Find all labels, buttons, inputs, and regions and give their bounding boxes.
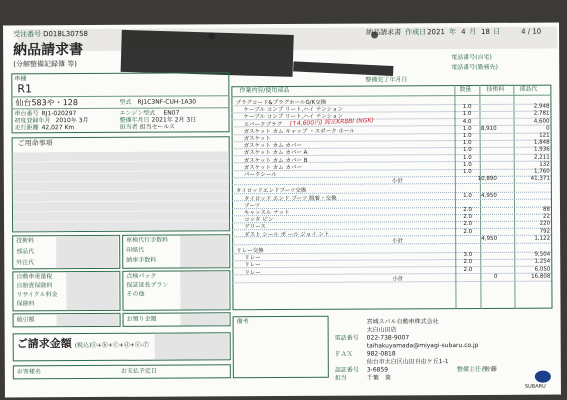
- col-wage-header: 技術料: [486, 85, 505, 93]
- stamp-label: 印紙代: [126, 246, 145, 254]
- cell-n: 小計: [391, 178, 403, 185]
- fax-value: 982-0818: [366, 350, 396, 358]
- address-value: 仙台市太白区山田自由ケ丘1-1: [366, 358, 449, 366]
- cell-w: 10,890: [477, 176, 497, 183]
- page-number: 4 / 10: [521, 27, 542, 36]
- cell-n: ガスケット カム カバー: [243, 164, 303, 171]
- cell-n: ガスケット: [243, 136, 271, 143]
- cell-p: 0: [546, 125, 550, 132]
- cell-n: スパークプラグ: [243, 121, 283, 128]
- created-label: 作成日: [405, 28, 427, 37]
- model-label: 型式: [119, 98, 132, 106]
- parts-fee-label: 部品代: [16, 248, 35, 256]
- right-title: 納品請求書: [366, 28, 402, 37]
- col-parts-header: 部品代: [519, 85, 538, 93]
- email-value: taihakuyamada@miyagi-subaru.co.jp: [366, 341, 479, 350]
- company-staff-value: 千葉 葵: [366, 374, 391, 382]
- pay-fee-label: 納車手数料: [126, 256, 157, 264]
- reg-no-label: 認証番号: [334, 366, 359, 374]
- cell-q: 2.0: [463, 207, 473, 214]
- cell-n: キャッスル ナット: [244, 209, 290, 217]
- cell-q: 2.0: [463, 228, 473, 235]
- company-staff-label: 担当: [334, 374, 347, 382]
- cell-q: 4.0: [462, 118, 472, 125]
- tech-fee-label: 技術料: [16, 237, 35, 245]
- engine-label: エンジン型式: [119, 109, 156, 117]
- discount-label: 値引額: [16, 316, 35, 324]
- doc-subtitle: (分解整備記録簿 等): [13, 60, 77, 69]
- row-rule: [232, 182, 551, 185]
- cell-p: 4,600: [533, 118, 550, 125]
- row-rule: [232, 242, 551, 245]
- cell-p: 6,050: [534, 266, 551, 273]
- doc-title: 納品請求書: [13, 42, 84, 59]
- engine-value: EN07: [163, 109, 180, 117]
- cell-q: 1.0: [463, 169, 472, 176]
- cell-w: 4,950: [481, 235, 498, 242]
- cell-p: 1,122: [534, 235, 551, 242]
- cell-p: 22: [543, 213, 551, 220]
- cell-q: 1.0: [462, 133, 472, 140]
- cell-n: ケーブル コンプ リート,ハイ テンション: [243, 106, 343, 114]
- row-rule: [232, 220, 551, 223]
- created-month: 4: [461, 28, 466, 37]
- row-rule: [232, 266, 551, 269]
- cell-n: リレー交換: [236, 248, 264, 255]
- payment-date-label: お支払予定日: [120, 367, 157, 375]
- chief-value: 佐藤: [484, 365, 497, 373]
- tax-values: [66, 272, 118, 310]
- deposit-value: [181, 313, 229, 325]
- chassis-value: RJ1-020297: [41, 110, 77, 118]
- cell-w: 8,910: [480, 125, 497, 132]
- cell-n: ガスケット カム カバー B: [243, 157, 308, 164]
- weight-tax-label: 自動車重量税: [16, 273, 53, 281]
- maint-date-label: 整備年月日: [119, 116, 150, 124]
- cell-p: 132: [539, 161, 550, 168]
- cell-n: プラグコード&プラグホールG/K交換: [235, 99, 327, 107]
- cell-w: 4,950: [481, 192, 497, 199]
- cell-n: リレー: [244, 262, 261, 269]
- cell-p: 121: [539, 132, 550, 139]
- cell-n: ガスケット カム キャップ ・スポーク ホール: [243, 128, 355, 135]
- cell-q: 2.0: [463, 266, 473, 273]
- cell-q: 1.0: [463, 192, 472, 199]
- total-value: [155, 333, 229, 359]
- cell-p: 41,371: [530, 175, 550, 182]
- other-label: その他: [126, 290, 145, 298]
- col-qty-header: 数量: [459, 86, 472, 94]
- order-no: D018L30758: [43, 30, 89, 39]
- month-unit: 月: [469, 27, 477, 37]
- cell-q: 2.0: [463, 214, 473, 221]
- insurance-label: 保険料: [16, 300, 35, 308]
- company-branch: 太白山田店: [366, 326, 397, 334]
- day-unit: 日: [493, 27, 501, 36]
- cell-q: 1.0: [462, 147, 472, 154]
- fees-values-left: [56, 236, 118, 268]
- cell-p: 1,254: [534, 258, 551, 266]
- first-reg-label: 初度登録年月: [14, 117, 51, 125]
- total-tax-note: (税込): [74, 341, 92, 350]
- plate-number: 仙台583や・128: [15, 98, 79, 108]
- cell-p: 88: [542, 206, 551, 213]
- sublet-fee-label: 外注代: [16, 259, 35, 267]
- notes-lines: [13, 151, 229, 231]
- cell-p: 1,936: [533, 146, 550, 154]
- model-value: RJ1C3NF-CUH-1A30: [137, 98, 197, 106]
- cell-n: グリース: [244, 224, 266, 231]
- cell-n: リレー: [244, 269, 261, 276]
- cell-n: ダスト シール ボ ール ジョイ ント: [244, 231, 330, 238]
- mileage-value: 42,027 Km: [41, 124, 75, 132]
- row-rule: [232, 251, 551, 254]
- row-rule: [232, 280, 551, 283]
- total-formula: ⓐ+ⓑ+ⓒ+ⓓ+ⓔ-ⓕ: [90, 341, 150, 350]
- vehicle-name: R1: [17, 82, 33, 96]
- cell-q: 2.0: [463, 221, 473, 228]
- cell-n: ガスケット カム カバー A: [243, 150, 308, 157]
- work-rows: [231, 97, 551, 309]
- subaru-logo: [535, 371, 551, 383]
- cell-q: 1.0: [462, 140, 472, 147]
- phone-home-label: 電話番号(自宅): [451, 53, 492, 62]
- company-name: 宮城スバル自動車株式会社: [366, 318, 439, 326]
- chassis-label: 車台番号: [14, 110, 39, 118]
- discount-value: [57, 314, 119, 326]
- cell-n: ブーツ: [243, 202, 261, 209]
- cell-q: 1.0: [463, 161, 472, 168]
- recycle-label: リサイクル料金: [16, 291, 58, 299]
- cell-n: ケーブル コンプ リート,ハイ テンション: [243, 114, 344, 121]
- staff-label: 担当者: [119, 123, 138, 131]
- cell-w: 0: [493, 273, 498, 280]
- brand-text: SUBARU: [524, 383, 546, 390]
- check-pack-label: 点検パック: [126, 272, 157, 280]
- cell-n: タイロッドエンドブーツ交換: [235, 188, 307, 195]
- notes-label: ご用命事項: [17, 139, 53, 148]
- cell-n: コッタ ピン: [244, 217, 274, 224]
- cell-p: 1,760: [534, 168, 550, 175]
- cell-n: ガスケット カム カバー: [243, 143, 302, 150]
- invoice-sheet: [3, 23, 561, 398]
- cell-p: 1,848: [533, 139, 550, 146]
- cell-p: 2,948: [533, 103, 550, 110]
- cell-p: 16,808: [531, 273, 551, 280]
- phone-work-label: 電話番号(勤務先): [451, 63, 498, 72]
- cell-q: 1.0: [462, 125, 472, 132]
- col-work-header: 作業内容/使用部品: [239, 86, 290, 95]
- warranty-label: 保証延長プラン: [126, 281, 169, 289]
- pack-values: [180, 271, 228, 309]
- order-no-label: 受注番号: [13, 30, 42, 39]
- phone-label: 電話番号: [334, 334, 359, 342]
- liability-label: 自賠責保険料: [16, 282, 53, 290]
- cell-p: 220: [539, 220, 551, 228]
- first-reg-value: 2010年 3月: [55, 117, 89, 125]
- year-unit: 年: [449, 28, 457, 37]
- phone-value: 022-738-9007: [366, 334, 410, 342]
- created-year: 2021: [427, 28, 445, 37]
- redacted-customer: [121, 30, 294, 77]
- cell-n: タイロッド エンド ブーツ 脱着・交換: [243, 195, 337, 202]
- row-rule: [232, 258, 551, 261]
- vehicle-name-label: 車種: [14, 75, 27, 83]
- remarks-label: 備考: [236, 318, 249, 326]
- total-label: ご請求金額: [16, 337, 72, 351]
- fax-label: ＦＡＸ: [334, 350, 353, 358]
- reg-no-value: 3-6859: [366, 366, 389, 374]
- chief-label: 整備主任者: [456, 365, 487, 374]
- cell-q: 2.0: [463, 259, 473, 266]
- staff-value: 担当セールス: [139, 123, 176, 131]
- deposit-label: お預り金額: [126, 315, 157, 323]
- cell-p: 2,211: [533, 154, 550, 161]
- redacted-address: [293, 61, 393, 76]
- created-day: 18: [481, 27, 491, 36]
- cell-n: パークシール: [243, 172, 277, 179]
- cell-n: 小計: [392, 276, 404, 283]
- customer-name-label: お客様名: [16, 368, 41, 376]
- cell-n: 小計: [392, 238, 404, 245]
- cell-p: 9,504: [534, 251, 551, 258]
- cell-q: 3.0: [463, 252, 473, 259]
- fees-values-right: [180, 235, 228, 267]
- cell-q: 1.0: [462, 154, 472, 161]
- cell-p: 2,781: [533, 110, 550, 118]
- maint-date-value: 2021年 2月 3日: [151, 116, 197, 124]
- cell-p: 792: [539, 228, 551, 235]
- cell-n: リレー: [244, 255, 261, 262]
- handover-label: 整備完了年月日: [365, 76, 408, 84]
- car-tax-label: 車検代行手数料: [126, 236, 169, 244]
- cell-q: 1.0: [462, 104, 472, 111]
- cell-q: 1.0: [462, 111, 472, 118]
- handwritten-note: (↑4,600円) 純正KR8BI (NGK): [289, 117, 374, 128]
- mileage-label: 走行距離: [14, 124, 39, 132]
